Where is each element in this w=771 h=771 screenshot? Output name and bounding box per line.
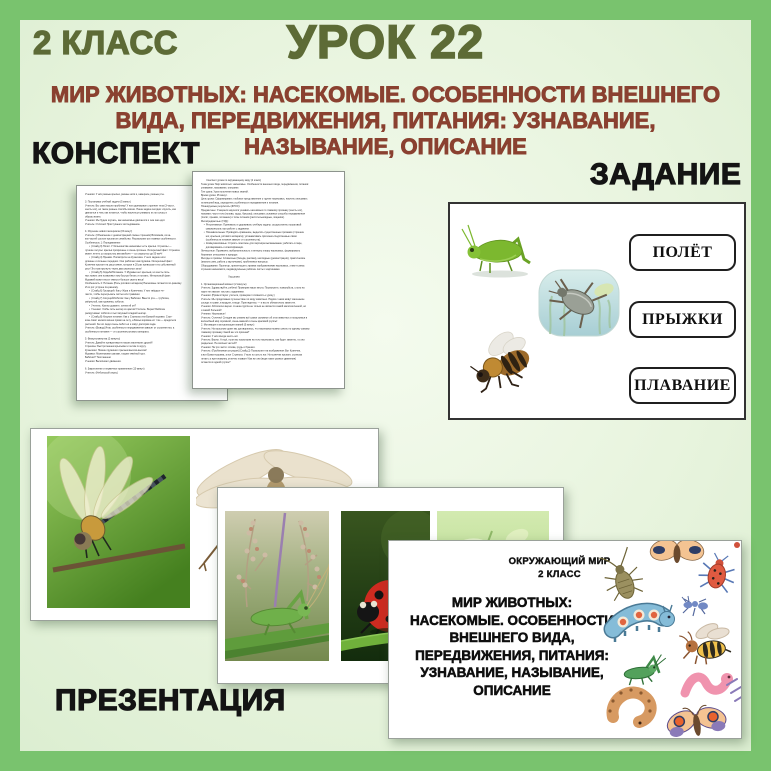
section-label-zadanie: ЗАДАНИЕ: [590, 158, 742, 191]
slide-grade-line: 2 КЛАСС: [538, 568, 581, 580]
grasshopper-image: [460, 217, 542, 281]
dragonfly-photo: [47, 436, 190, 608]
bee-image: [457, 326, 539, 398]
grasshopper-photo: [225, 511, 329, 661]
answer-button-flight[interactable]: ПОЛЁТ: [629, 234, 736, 271]
insects-pattern: [599, 541, 741, 738]
section-label-konspekt: КОНСПЕКТ: [32, 137, 200, 170]
lesson-plan-page-2-text: Конспект урока по окружающему миру (2 класс) Тема урока: Мир животных: насекомые. Особенности внешнего вида, передвижения, питания: узнавание, называние, описание. Тип урока: Урок получения новых знаний. Время урока: 45 минут. Цель урока: Сформировать глубокое представление о группе насекомых, научить описывать их внешний вид, определять особенности передвижения и питания. Планируемые результаты (ФГОС): Предметные: Учащиеся научатся узнавать насекомых по главному признаку (шесть ног), называть части тела (голова, грудь, брюшко); описывать основные способы передвижения (полёт, прыжки, ползание) и типы питания (растительноядные, хищники). Метапредметные (УУД): • Регулятивные: Принимать и удерживать учебную задачу; осуществлять пошаговый самоконтроль при работе с заданием. • Познавательные: Проводить сравнение, выделять существенные признаки (строение ног, крыльев, ротового аппарата); устанавливать причинно-следственные связи (особенности питания зависят от строения рта). • Коммуникативные: Строить понятное для партнёра высказывание; работать в паре, договариваясь о классификации. Личностные: Проявлять любознательность и интерес к миру насекомых, формировать бережное отношение к природе. Методы и приёмы: Словесные (беседа, рассказ), наглядные (демонстрация), практические (анализ схем, работа с карточками), проблемные вопросы. Оборудование: Проектор, презентация с яркими изображениями насекомых, этикет-схема строения насекомого, индивидуальные рабочие листы с картинками. Ход урока 1. Организационный момент (2 минуты) Учитель: Здравствуйте, ребята! Проверим наши места. Посмотрите, пожалуйста, у кого на парте не хватает листов с заданиями. Ученики: (Приветствуют учителя, проверяют готовность к уроку.) Учитель: Мы продолжаем путешествие по миру животных. Рядом с нами живут маленькие соседи: в траве, в воздухе, в воде. Приглядитесь — и вы их обязательно заметите. Ученики: Абсолютно верно. А наша группа не только не является самой малочисленной, но и самой большой! Ученики: Насекомые! Учитель: Отлично! Сегодня мы узнаем всё самое основное об этих животных и погрузимся в волшебный мир огромной, очень важной и очень красивой группы! 2. Мотивация и актуализация знаний (5 минут) Учитель: На прошлом уроке мы договорились, что насекомых можно узнать по одному самому главному признаку. Какой же это признак? Ученики: У них всегда шесть ног. Учитель: Верно. А ещё, если мы посмотрим на тело насекомого, как будет заметно, то оно разделено. На сколько частей? Ученики: На три части: голова, грудь и брюшко. Учитель: (Проблемная ситуация) (Слайд 2) Посмотрите на изображения: Вот Кузнечик, а вот Божья коровка, а вот Стрекоза. У всех по шесть ног. Но кузнечик прыгает, стрекоза летает, а жук-плавунец отлично плавает! Как же они (ведя такие разные движения) остаются в одной группе?: [201, 179, 310, 364]
slide-title-text: МИР ЖИВОТНЫХ: НАСЕКОМЫЕ. ОСОБЕННОСТИ ВНЕШНЕГО ВИДА, ПЕРЕДВИЖЕНИЯ, ПИТАНИЯ: УЗНАВАНИЕ, НАЗЫВАНИЕ, ОПИСАНИЕ: [409, 595, 615, 698]
lesson-plan-page-1-text: Ученики: У них разные крылья, разные ноги и, наверное, разные рты. 3. Постановка учебной задачи (5 минут) Учитель: Вы сами нашли проблему! У них одинаковое строение тела (3 части, шесть ног), но такие разные способы жизни. Наша задача сегодня: изучить, как двигается и чем, как питается, чтобы научиться узнавать их по голосу и образу жизни. Ученики: Мы будем изучать, как насекомые двигаются и чем они едят. Учитель: Отлично! Приступаем к исследованию. 4. Изучение нового материала (15 минут) Учитель: (Объяснение с демонстрацией схемы строения) Вспомним, из ка- ких частей состоит крылатое семейство. Рассмотрим три главные особенности. Особенность 1: Передвижение • (Слайд 3) Полёт. У большинства насекомых есть крылья. Стрекозы — лучшие летуны: крылья прозрачные и очень прочные. Интересный факт: Стрекоза может лететь со скоростью автомобиля — со скоростью до 50 км/ч! • (Слайд 4) Прыжки. Посмотрите на Кузнечика. У него задние ноги длиннее и сильнее передних. Они работают как пружина. Интересный факт: Кузнечик прыгает на расстояние, которое в 20 раз превышает его собственный рост! Это как прыгнуть через два школьных зала! • (Слайд 5) Ходьба/Ползание. У Муравья нет крыльев, но шесть силь- ных ножек: они позволяют ему быстро бегать и ползать. Интересный факт: Муравей может нести тяжести больше своего веса! Особенность 2: Питание (Роль ротового аппарата) Насекомые питаются по-разному. И их рот устроен по-разному. • (Слайд 6) Грызущий: Как у Жука и Кузнечика. У них твёрдые че- люсти, чтобы перегрызать листья или травинки. • (Слайд 7) Сосущий/Хоботок: Как у Бабочки. Вместо рта — трубочка, свёрнутый, как пружинка, хоботок. • Учитель: Как вы думаете, зачем ей он? • Ученики: Чтобы пить нектар из цветов! Учитель: Верно! Бабочка раскручивает хоботок и пьёт вкусный сладкий нектар. • (Слайд 8) Хищное питание: Как у Стрекозы или Божьей коровки. Стре- коза ловит мелких мошек прямо на лету, а Божья коровка ест тлю — вредителя растений. За это люди очень любят её и зовут доктором сада. Учитель: (Вывод) Итак, особенности передвижения зависят от строения ног, а особенности питания — от строения ротового аппарата. 5. Физкультминутка (2 минуты) Учитель: Давайте превратимся в наших маленьких друзей! Стрекозы: Быстро машем крыльями и летим по кругу. Кузнечики: Низкие пружинки: прыгаем высоко-высоко! Муравьи: Маленькими шагами, тащим тяжёлый груз. Бабочки? Тихо машем. Ученики: Выполняют движения. 6. Закрепление и первичное применение (10 минут) Учитель: (Небольшой опрос): [85, 193, 182, 374]
presentation-title-slide: [388, 540, 742, 739]
lesson-number: УРОК 22: [286, 15, 485, 68]
water-beetle-image: [538, 268, 620, 340]
grade-label: 2 КЛАСС: [33, 24, 178, 61]
section-label-prezentacia: ПРЕЗЕНТАЦИЯ: [55, 684, 286, 717]
lesson-title: МИР ЖИВОТНЫХ: НАСЕКОМЫЕ. ОСОБЕННОСТИ ВНЕШНЕГО ВИДА, ПЕРЕДВИЖЕНИЯ, ПИТАНИЯ: УЗНАВАНИЕ, НАЗЫВАНИЕ, ОПИСАНИЕ: [50, 82, 721, 159]
task-card: [448, 202, 746, 420]
lesson-plan-page-2: [192, 171, 345, 389]
answer-button-swimming[interactable]: ПЛАВАНИЕ: [629, 367, 736, 404]
answer-button-jumping[interactable]: ПРЫЖКИ: [629, 301, 736, 338]
slide-subject-line: ОКРУЖАЮЩИЙ МИР: [508, 556, 611, 567]
